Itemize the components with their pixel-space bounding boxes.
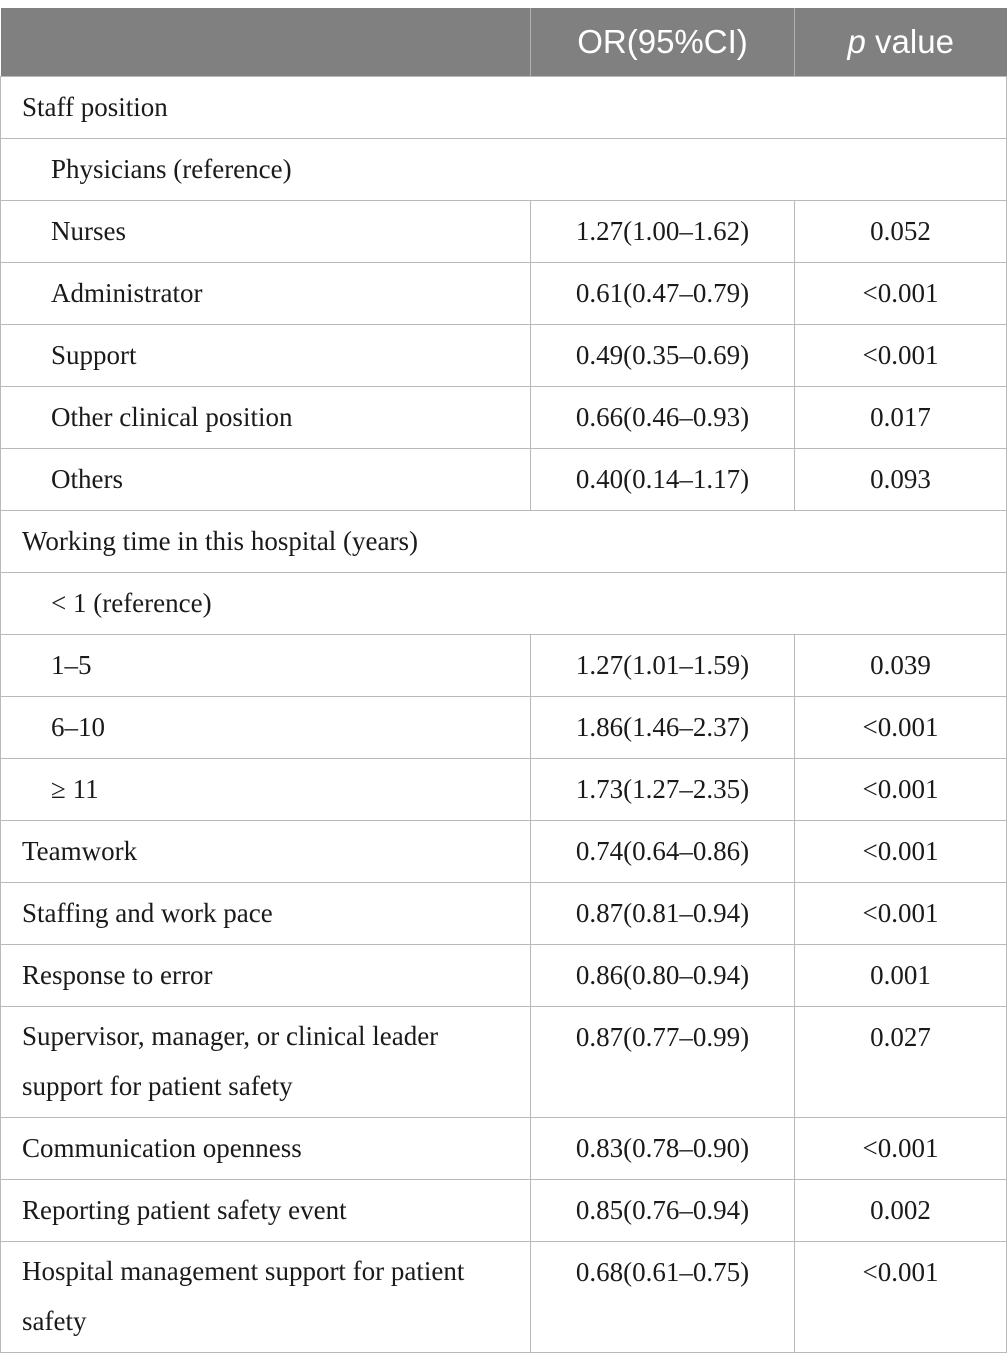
or-value: 1.27(1.01–1.59) xyxy=(575,650,750,680)
p-cell xyxy=(795,821,1007,883)
table-row xyxy=(1,325,1007,387)
table-row xyxy=(1,697,1007,759)
p-cell xyxy=(795,201,1007,263)
row-label: Communication openness xyxy=(22,1133,302,1163)
p-cell xyxy=(795,945,1007,1007)
p-value: 0.039 xyxy=(870,650,931,680)
p-value: 0.093 xyxy=(870,464,931,494)
table-header xyxy=(1,8,1007,77)
row-label-cell xyxy=(1,945,531,1007)
table-row xyxy=(1,945,1007,1007)
p-cell xyxy=(795,325,1007,387)
p-value: <0.001 xyxy=(862,712,939,742)
or-cell xyxy=(531,635,795,697)
p-value: <0.001 xyxy=(862,836,939,866)
row-label: Staff position xyxy=(22,92,168,122)
or-value: 0.83(0.78–0.90) xyxy=(575,1133,750,1163)
row-label: Staffing and work pace xyxy=(22,898,273,928)
or-value: 0.68(0.61–0.75) xyxy=(575,1257,750,1287)
row-label-cell xyxy=(1,1007,531,1118)
row-label: Physicians (reference) xyxy=(51,154,292,184)
p-cell xyxy=(795,883,1007,945)
or-cell xyxy=(531,759,795,821)
table-row xyxy=(1,263,1007,325)
row-label-cell xyxy=(1,263,531,325)
row-label-cell xyxy=(1,77,1007,139)
row-label: ≥ 11 xyxy=(51,774,99,804)
or-value: 0.61(0.47–0.79) xyxy=(575,278,750,308)
row-label: Others xyxy=(51,464,123,494)
row-label-cell xyxy=(1,697,531,759)
or-value: 0.74(0.64–0.86) xyxy=(575,836,750,866)
row-label-cell xyxy=(1,1242,531,1353)
row-label: Response to error xyxy=(22,960,213,990)
row-label-cell xyxy=(1,511,1007,573)
or-cell xyxy=(531,201,795,263)
or-value: 0.66(0.46–0.93) xyxy=(575,402,750,432)
p-value: <0.001 xyxy=(862,278,939,308)
p-value: <0.001 xyxy=(862,1257,939,1287)
p-value: <0.001 xyxy=(862,1133,939,1163)
p-cell xyxy=(795,449,1007,511)
row-label: Supervisor, manager, or clinical leader support for patient safety xyxy=(22,1021,439,1101)
table-row xyxy=(1,1180,1007,1242)
row-label: Working time in this hospital (years) xyxy=(22,526,419,556)
p-value: 0.027 xyxy=(870,1022,931,1052)
table-row xyxy=(1,1242,1007,1353)
p-cell xyxy=(795,759,1007,821)
or-value: 0.40(0.14–1.17) xyxy=(575,464,750,494)
row-label-cell xyxy=(1,449,531,511)
table-row xyxy=(1,387,1007,449)
header-row xyxy=(1,8,1007,77)
or-cell xyxy=(531,387,795,449)
header-p-italic: p xyxy=(847,23,866,60)
p-value: 0.052 xyxy=(870,216,931,246)
row-label-cell xyxy=(1,759,531,821)
row-label: Administrator xyxy=(51,278,203,308)
row-label-cell xyxy=(1,387,531,449)
header-p-rest: value xyxy=(865,23,954,60)
table-row xyxy=(1,573,1007,635)
row-label: 1–5 xyxy=(51,650,92,680)
or-value: 0.86(0.80–0.94) xyxy=(575,960,750,990)
p-value: 0.002 xyxy=(870,1195,931,1225)
or-value: 1.86(1.46–2.37) xyxy=(575,712,750,742)
p-cell xyxy=(795,263,1007,325)
p-value: 0.017 xyxy=(870,402,931,432)
header-or: OR(95%CI) xyxy=(531,8,795,77)
p-cell xyxy=(795,1242,1007,1353)
table-row xyxy=(1,635,1007,697)
or-value: 0.85(0.76–0.94) xyxy=(575,1195,750,1225)
p-value: <0.001 xyxy=(862,774,939,804)
table-row xyxy=(1,77,1007,139)
p-value: <0.001 xyxy=(862,340,939,370)
or-cell xyxy=(531,1007,795,1118)
or-cell xyxy=(531,1118,795,1180)
p-cell xyxy=(795,1007,1007,1118)
p-cell xyxy=(795,635,1007,697)
row-label: Reporting patient safety event xyxy=(22,1195,347,1225)
or-cell xyxy=(531,945,795,1007)
header-p-value xyxy=(795,8,1007,77)
or-value: 0.49(0.35–0.69) xyxy=(575,340,750,370)
or-cell xyxy=(531,263,795,325)
or-value: 0.87(0.81–0.94) xyxy=(575,898,750,928)
p-cell xyxy=(795,697,1007,759)
table-row xyxy=(1,511,1007,573)
row-label-cell xyxy=(1,573,1007,635)
row-label: < 1 (reference) xyxy=(51,588,212,618)
or-cell xyxy=(531,449,795,511)
p-value: <0.001 xyxy=(862,898,939,928)
or-cell xyxy=(531,883,795,945)
or-value: 0.87(0.77–0.99) xyxy=(575,1022,750,1052)
table-row xyxy=(1,821,1007,883)
row-label-cell xyxy=(1,1180,531,1242)
table-row xyxy=(1,139,1007,201)
p-cell xyxy=(795,1180,1007,1242)
table-row xyxy=(1,759,1007,821)
row-label-cell xyxy=(1,139,1007,201)
p-cell xyxy=(795,387,1007,449)
header-variable xyxy=(1,8,531,77)
or-value: 1.27(1.00–1.62) xyxy=(575,216,750,246)
or-cell xyxy=(531,1180,795,1242)
row-label: Hospital management support for patient safety xyxy=(22,1256,465,1336)
row-label: 6–10 xyxy=(51,712,105,742)
p-cell xyxy=(795,1118,1007,1180)
row-label-cell xyxy=(1,1118,531,1180)
row-label: Other clinical position xyxy=(51,402,293,432)
table-body xyxy=(1,77,1007,1353)
or-cell xyxy=(531,325,795,387)
or-cell xyxy=(531,821,795,883)
table-row xyxy=(1,449,1007,511)
row-label-cell xyxy=(1,325,531,387)
row-label-cell xyxy=(1,883,531,945)
row-label-cell xyxy=(1,821,531,883)
row-label: Support xyxy=(51,340,137,370)
or-value: 1.73(1.27–2.35) xyxy=(575,774,750,804)
table-row xyxy=(1,201,1007,263)
or-cell xyxy=(531,1242,795,1353)
row-label: Teamwork xyxy=(22,836,138,866)
row-label: Nurses xyxy=(51,216,126,246)
or-cell xyxy=(531,697,795,759)
table-row xyxy=(1,1007,1007,1118)
table-row xyxy=(1,883,1007,945)
p-value: 0.001 xyxy=(870,960,931,990)
odds-ratio-table xyxy=(0,8,1007,1353)
row-label-cell xyxy=(1,201,531,263)
table-row xyxy=(1,1118,1007,1180)
row-label-cell xyxy=(1,635,531,697)
